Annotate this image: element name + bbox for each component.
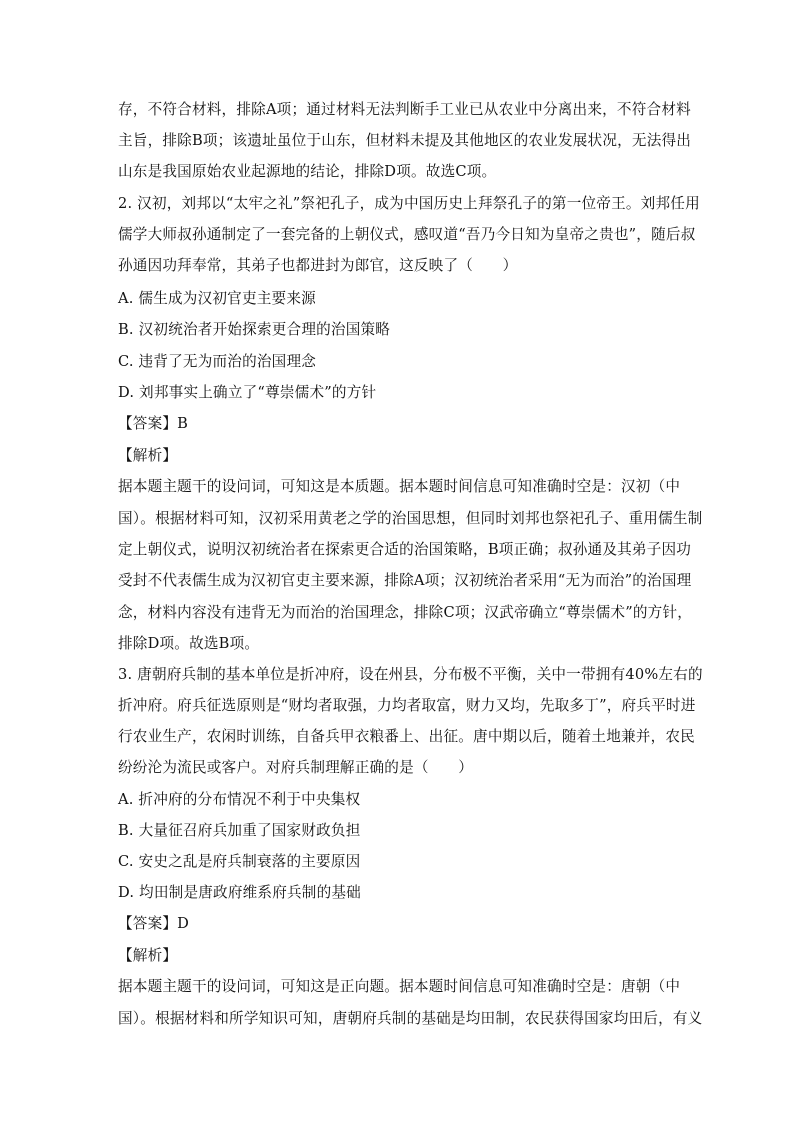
question-3-stem: 行农业生产，农闲时训练，自备兵甲衣粮番上、出征。唐中期以后，随着土地兼并，农民 <box>118 728 695 745</box>
analysis-text: 受封不代表儒生成为汉初官吏主要来源，排除A项；汉初统治者采用“无为而治”的治国理 <box>118 572 692 589</box>
question-3-option-b: B. 大量征召府兵加重了国家财政负担 <box>118 822 361 839</box>
analysis-text: 据本题主题干的设问词，可知这是本质题。据本题时间信息可知准确时空是：汉初（中 <box>118 478 681 495</box>
analysis-text: 念，材料内容没有违背无为而治的治国理念，排除C项；汉武帝确立“尊崇儒术”的方针， <box>118 604 693 621</box>
analysis-text: 定上朝仪式，说明汉初统治者在探索更合适的治国策略，B项正确；叔孙通及其弟子因功 <box>118 541 692 558</box>
question-3-option-d: D. 均田制是唐政府维系府兵制的基础 <box>118 884 361 901</box>
question-2-option-d: D. 刘邦事实上确立了“尊崇儒术”的方针 <box>118 384 377 401</box>
answer-label: 【答案】B <box>118 415 189 432</box>
question-3-stem: 折冲府。府兵征选原则是“财均者取强，力均者取富，财力又均，先取多丁”，府兵平时进 <box>118 697 696 714</box>
question-3-stem: 3. 唐朝府兵制的基本单位是折冲府，设在州县，分布极不平衡，关中一带拥有40%左右的 <box>118 666 703 683</box>
text-line: 山东是我国原始农业起源地的结论，排除D项。故选C项。 <box>118 163 497 180</box>
question-2-option-b: B. 汉初统治者开始探索更合理的治国策略 <box>118 321 391 338</box>
question-2-stem: 2. 汉初，刘邦以“太牢之礼”祭祀孔子，成为中国历史上拜祭孔子的第一位帝王。刘邦任用 <box>118 195 700 212</box>
analysis-text: 据本题主题干的设问词，可知这是正向题。据本题时间信息可知准确时空是：唐朝（中 <box>118 978 681 995</box>
question-2-stem: 孙通因功拜奉常，其弟子也都进封为郎官，这反映了（ ） <box>118 257 518 274</box>
question-2-option-c: C. 违背了无为而治的治国理念 <box>118 353 317 370</box>
question-3-option-a: A. 折冲府的分布情况不利于中央集权 <box>118 791 361 808</box>
text-line: 存，不符合材料，排除A项；通过材料无法判断手工业已从农业中分离出来，不符合材料 <box>118 101 691 118</box>
analysis-text: 国）。根据材料可知，汉初采用黄老之学的治国思想，但同时刘邦也祭祀孔子、重用儒生制 <box>118 510 703 527</box>
analysis-text: 国）。根据材料和所学知识可知，唐朝府兵制的基础是均田制，农民获得国家均田后，有义 <box>118 1010 703 1027</box>
text-line: 主旨，排除B项；该遗址虽位于山东，但材料未提及其他地区的农业发展状况，无法得出 <box>118 132 692 149</box>
question-2-option-a: A. 儒生成为汉初官吏主要来源 <box>118 290 316 307</box>
analysis-label: 【解析】 <box>118 447 178 464</box>
question-3-option-c: C. 安史之乱是府兵制衰落的主要原因 <box>118 853 361 870</box>
analysis-label: 【解析】 <box>118 947 178 964</box>
answer-label: 【答案】D <box>118 915 190 932</box>
question-3-stem: 纷纷沦为流民或客户。对府兵制理解正确的是（ ） <box>118 759 474 776</box>
question-2-stem: 儒学大师叔孙通制定了一套完备的上朝仪式，感叹道“吾乃今日知为皇帝之贵也”，随后叔 <box>118 226 696 243</box>
analysis-text: 排除D项。故选B项。 <box>118 635 260 652</box>
